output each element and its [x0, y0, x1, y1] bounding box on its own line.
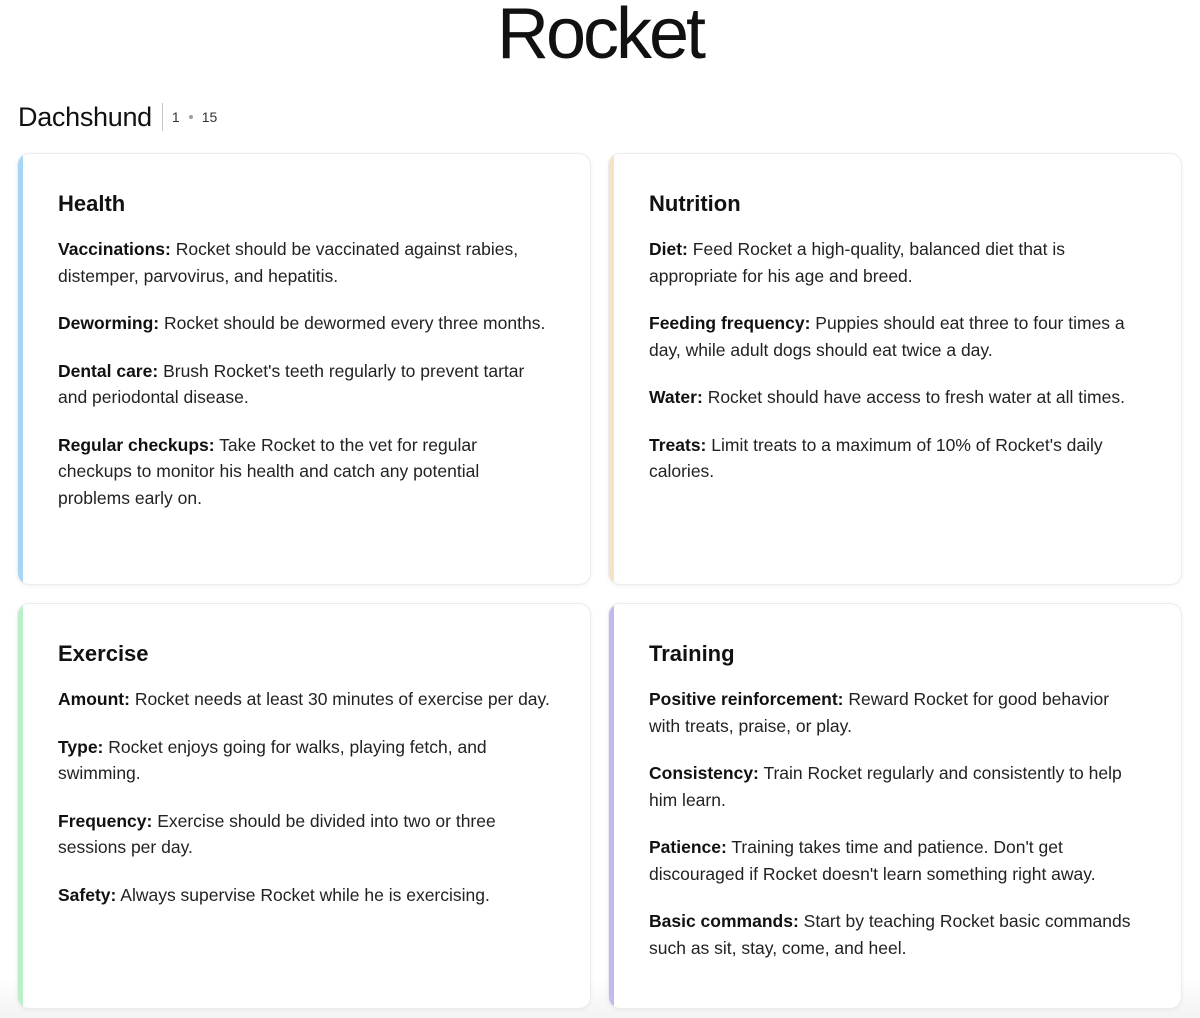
item-text: Rocket should be vaccinated against rabies, distemper, parvovirus, and hepatitis. — [58, 239, 519, 286]
card-title: Exercise — [58, 641, 149, 666]
item-label: Frequency: — [58, 810, 153, 831]
item-label: Water: — [649, 387, 703, 407]
item-label: Vaccinations: — [58, 239, 171, 259]
item-text: Rocket should be dewormed every three months. — [164, 313, 546, 333]
card-nutrition — [608, 153, 1182, 585]
item-text: Exercise should be divided into two or three sessions per day. — [58, 810, 496, 857]
item-label: Dental care: — [58, 360, 159, 381]
card-exercise — [17, 603, 591, 1009]
page-title: Rocket — [496, 0, 704, 74]
card-content — [58, 640, 550, 929]
card-item — [58, 358, 550, 411]
meta-value-1: 1 — [171, 109, 180, 125]
card-item — [649, 908, 1141, 961]
item-text: Limit treats to a maximum of 10% of Rocket's daily calories. — [649, 434, 1103, 481]
card-title: Health — [58, 191, 126, 216]
card-item — [58, 432, 550, 512]
card-accent-bar — [18, 604, 23, 1008]
card-accent-bar — [609, 154, 614, 584]
item-text: Train Rocket regularly and consistently to help him learn. — [649, 763, 1122, 810]
item-text: Start by teaching Rocket basic commands such as sit, stay, come, and heel. — [649, 911, 1131, 958]
card-accent-bar — [609, 604, 614, 1008]
card-content — [649, 190, 1141, 506]
item-label: Treats: — [649, 434, 707, 455]
item-label: Basic commands: — [649, 911, 799, 931]
meta-value-2: 15 — [201, 109, 218, 125]
card-title: Training — [649, 641, 735, 666]
item-label: Amount: — [58, 689, 130, 709]
item-text: Feed Rocket a high-quality, balanced diet that is appropriate for his age and breed. — [649, 239, 1066, 286]
card-accent-bar — [18, 154, 23, 584]
divider — [162, 103, 163, 131]
card-health — [17, 153, 591, 585]
item-text: Brush Rocket's teeth regularly to prevent tartar and periodontal disease. — [58, 360, 525, 407]
item-label: Type: — [58, 736, 104, 757]
card-item — [649, 236, 1141, 289]
item-text: Always supervise Rocket while he is exercising. — [120, 884, 490, 905]
item-text: Training takes time and patience. Don't get discouraged if Rocket doesn't learn something right away. — [649, 837, 1096, 884]
item-text: Reward Rocket for good behavior with treats, praise, or play. — [649, 689, 1110, 736]
item-text: Rocket needs at least 30 minutes of exercise per day. — [134, 689, 550, 709]
item-text: Take Rocket to the vet for regular checkups to monitor his health and catch any potential problems early on. — [58, 434, 480, 508]
card-content — [649, 640, 1141, 982]
card-title: Nutrition — [649, 191, 741, 216]
card-item — [649, 834, 1141, 887]
item-label: Feeding frequency: — [649, 313, 811, 333]
item-text: Rocket should have access to fresh water at all times. — [707, 387, 1125, 407]
card-content — [58, 190, 550, 532]
item-text: Rocket enjoys going for walks, playing fetch, and swimming. — [58, 736, 487, 783]
card-item — [649, 760, 1141, 813]
dot-separator-icon — [189, 115, 193, 119]
item-label: Regular checkups: — [58, 434, 215, 455]
item-label: Safety: — [58, 884, 117, 905]
card-item — [649, 310, 1141, 363]
card-item — [58, 686, 550, 713]
item-label: Diet: — [649, 239, 688, 259]
item-label: Consistency: — [649, 763, 759, 783]
item-label: Positive reinforcement: — [649, 689, 844, 709]
breed-label: Dachshund — [18, 102, 152, 132]
card-item — [58, 236, 550, 289]
card-item — [649, 432, 1141, 485]
card-item — [649, 384, 1141, 411]
meta-info — [172, 109, 217, 125]
item-label: Patience: — [649, 837, 727, 857]
card-item — [58, 310, 550, 337]
card-item — [58, 808, 550, 861]
item-text: Puppies should eat three to four times a day, while adult dogs should eat twice a day. — [649, 313, 1125, 360]
card-item — [649, 686, 1141, 739]
card-item — [58, 882, 550, 909]
card-training — [608, 603, 1182, 1009]
card-item — [58, 734, 550, 787]
subheader — [18, 100, 217, 134]
item-label: Deworming: — [58, 313, 160, 333]
